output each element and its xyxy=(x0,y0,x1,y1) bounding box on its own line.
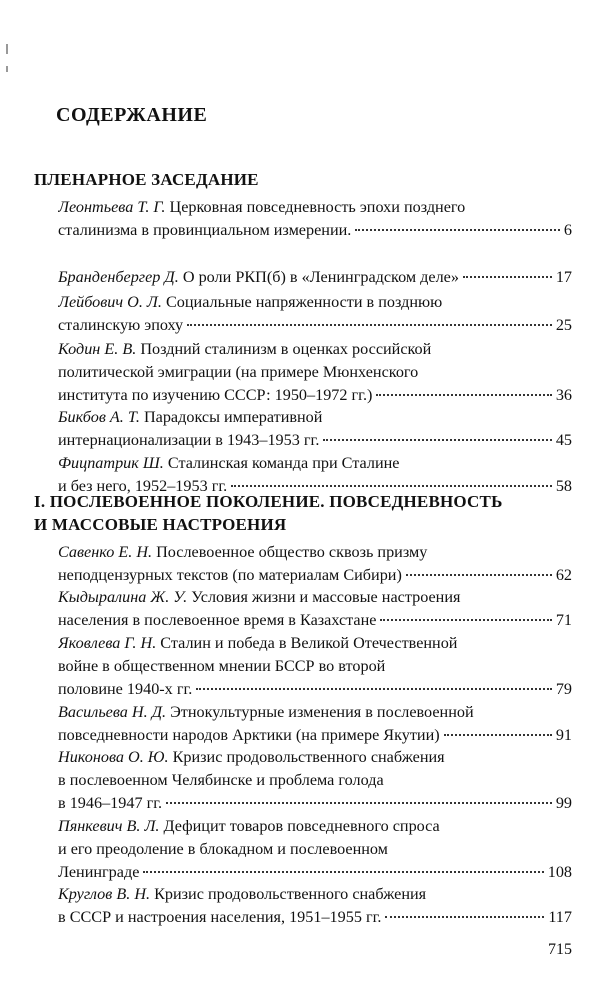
toc-entry-line xyxy=(58,746,572,769)
toc-title-text: населения в послевоенное время в Казахстане xyxy=(58,611,377,629)
toc-page-number: 117 xyxy=(548,908,572,926)
dot-leader xyxy=(355,229,560,231)
toc-page-number: 6 xyxy=(563,221,572,239)
toc-author: Савенко Е. Н. xyxy=(58,543,153,561)
toc-title-text: Сталин и победа в Великой Отечественной xyxy=(156,634,458,652)
toc-entry xyxy=(58,632,572,701)
section-heading xyxy=(34,168,574,191)
toc-entry-line xyxy=(58,701,572,724)
toc-page-number: 45 xyxy=(555,431,572,449)
toc-author: Бранденбергер Д. xyxy=(58,268,179,286)
toc-entry xyxy=(58,196,572,242)
toc-entry-line: войне в общественном мнении БССР во второй xyxy=(58,657,386,675)
toc-author: Лейбович О. Л. xyxy=(58,293,162,311)
toc-entry-line xyxy=(58,678,572,701)
toc-entry-line: и его преодоление в блокадном и послевоенном xyxy=(58,840,388,858)
toc-entry-line: в послевоенном Челябинске и проблема голода xyxy=(58,771,384,789)
dot-leader xyxy=(463,276,552,278)
toc-entry xyxy=(58,291,572,337)
toc-title-text: Дефицит товаров повседневного спроса xyxy=(159,817,440,835)
toc-entry xyxy=(58,815,572,884)
toc-author: Круглов В. Н. xyxy=(58,885,151,903)
toc-entry xyxy=(58,266,572,289)
dot-leader xyxy=(385,916,544,918)
toc-entry xyxy=(58,338,572,407)
toc-entry-line xyxy=(58,452,572,475)
toc-entry-line xyxy=(58,219,572,242)
toc-entry-line xyxy=(58,266,572,289)
toc-page-number: 99 xyxy=(555,794,572,812)
toc-author: Бикбов А. Т. xyxy=(58,408,140,426)
toc-entry-line xyxy=(58,632,572,655)
toc-title-text: О роли РКП(б) в «Ленинградском деле» xyxy=(178,268,459,286)
toc-entry-text xyxy=(58,266,459,289)
toc-entry-line xyxy=(58,291,572,314)
toc-page-number: 79 xyxy=(555,680,572,698)
dot-leader xyxy=(376,394,551,396)
toc-entry xyxy=(58,541,572,587)
toc-title-text: Поздний сталинизм в оценках российской xyxy=(136,340,432,358)
toc-page-number: 25 xyxy=(555,316,572,334)
toc-title-text: Кризис продовольственного снабжения xyxy=(168,748,445,766)
toc-author: Яковлева Г. Н. xyxy=(58,634,157,652)
toc-entry xyxy=(58,746,572,815)
toc-entry-line: политической эмиграции (на примере Мюнхенского xyxy=(58,363,419,381)
toc-title-text: Условия жизни и массовые настроения xyxy=(187,588,461,606)
dot-leader xyxy=(231,485,552,487)
dot-leader xyxy=(406,574,552,576)
toc-entry-line xyxy=(58,861,572,884)
toc-entry-line xyxy=(58,429,572,452)
toc-entry-line xyxy=(58,724,572,747)
toc-title-text: сталинизма в провинциальном измерении. xyxy=(58,221,352,239)
toc-page-number: 71 xyxy=(555,611,572,629)
section-heading xyxy=(34,490,574,536)
toc-title-text: Сталинская команда при Сталине xyxy=(163,454,400,472)
toc-author: Никонова О. Ю. xyxy=(58,748,169,766)
toc-title-text: и без него, 1952–1953 гг. xyxy=(58,477,228,495)
toc-page-number: 62 xyxy=(555,566,572,584)
toc-title-text: в 1946–1947 гг. xyxy=(58,794,163,812)
toc-title-text: интернационализации в 1943–1953 гг. xyxy=(58,431,320,449)
toc-author: Кыдыралина Ж. У. xyxy=(58,588,188,606)
toc-page-number: 17 xyxy=(555,268,572,286)
toc-entry-line xyxy=(58,314,572,337)
toc-title-text: сталинскую эпоху xyxy=(58,316,184,334)
toc-entry-line xyxy=(58,406,572,429)
toc-entry-line xyxy=(58,586,572,609)
dot-leader xyxy=(196,688,551,690)
toc-title-text: Послевоенное общество сквозь призму xyxy=(152,543,428,561)
toc-page-number: 91 xyxy=(555,726,572,744)
dot-leader xyxy=(166,802,552,804)
toc-title-text: повседневности народов Арктики (на примере Якутии) xyxy=(58,726,440,744)
page-number: 715 xyxy=(548,941,572,958)
toc-entry-line xyxy=(58,815,572,838)
toc-author: Кодин Е. В. xyxy=(58,340,137,358)
toc-entry-line xyxy=(58,792,572,815)
toc-entry-line xyxy=(58,609,572,632)
dot-leader xyxy=(143,871,543,873)
toc-entry-line xyxy=(58,564,572,587)
scan-margin-mark xyxy=(6,66,8,72)
toc-page-number: 36 xyxy=(555,386,572,404)
toc-entry xyxy=(58,883,572,929)
toc-title-text: Кризис продовольственного снабжения xyxy=(150,885,427,903)
toc-title-text: Ленинграде xyxy=(58,863,140,881)
toc-author: Леонтьева Т. Г. xyxy=(58,198,166,216)
page-title: СОДЕРЖАНИЕ xyxy=(56,104,208,126)
toc-author: Васильева Н. Д. xyxy=(58,703,167,721)
dot-leader xyxy=(187,324,552,326)
toc-title-text: Этнокультурные изменения в послевоенной xyxy=(166,703,474,721)
dot-leader xyxy=(444,734,552,736)
toc-page-number: 108 xyxy=(547,863,572,881)
toc-entry-line xyxy=(58,906,572,929)
toc-entry-line xyxy=(58,338,572,361)
toc-entry-line xyxy=(58,541,572,564)
toc-title-text: в СССР и настроения населения, 1951–1955 гг. xyxy=(58,908,382,926)
toc-title-text: Церковная повседневность эпохи позднего xyxy=(165,198,466,216)
toc-entry xyxy=(58,586,572,632)
dot-leader xyxy=(380,619,551,621)
toc-entry xyxy=(58,406,572,452)
toc-page-number: 58 xyxy=(555,477,572,495)
toc-title-text: Социальные напряженности в позднюю xyxy=(161,293,443,311)
toc-entry xyxy=(58,701,572,747)
dot-leader xyxy=(323,439,551,441)
toc-author: Пянкевич В. Л. xyxy=(58,817,160,835)
scan-margin-mark xyxy=(6,44,8,54)
toc-title-text: неподцензурных текстов (по материалам Сибири) xyxy=(58,566,402,584)
toc-entry-line xyxy=(58,196,572,219)
section-heading-line: ПЛЕНАРНОЕ ЗАСЕДАНИЕ xyxy=(34,170,259,189)
toc-entry-line xyxy=(58,883,572,906)
toc-author: Фицпатрик Ш. xyxy=(58,454,164,472)
section-heading-line: I. ПОСЛЕВОЕННОЕ ПОКОЛЕНИЕ. ПОВСЕДНЕВНОСТЬ xyxy=(34,492,503,511)
toc-entry-line xyxy=(58,384,572,407)
toc-title-text: половине 1940-х гг. xyxy=(58,680,193,698)
toc-title-text: института по изучению СССР: 1950–1972 гг.) xyxy=(58,386,373,404)
toc-title-text: Парадоксы императивной xyxy=(139,408,323,426)
section-heading-line: И МАССОВЫЕ НАСТРОЕНИЯ xyxy=(34,515,287,534)
